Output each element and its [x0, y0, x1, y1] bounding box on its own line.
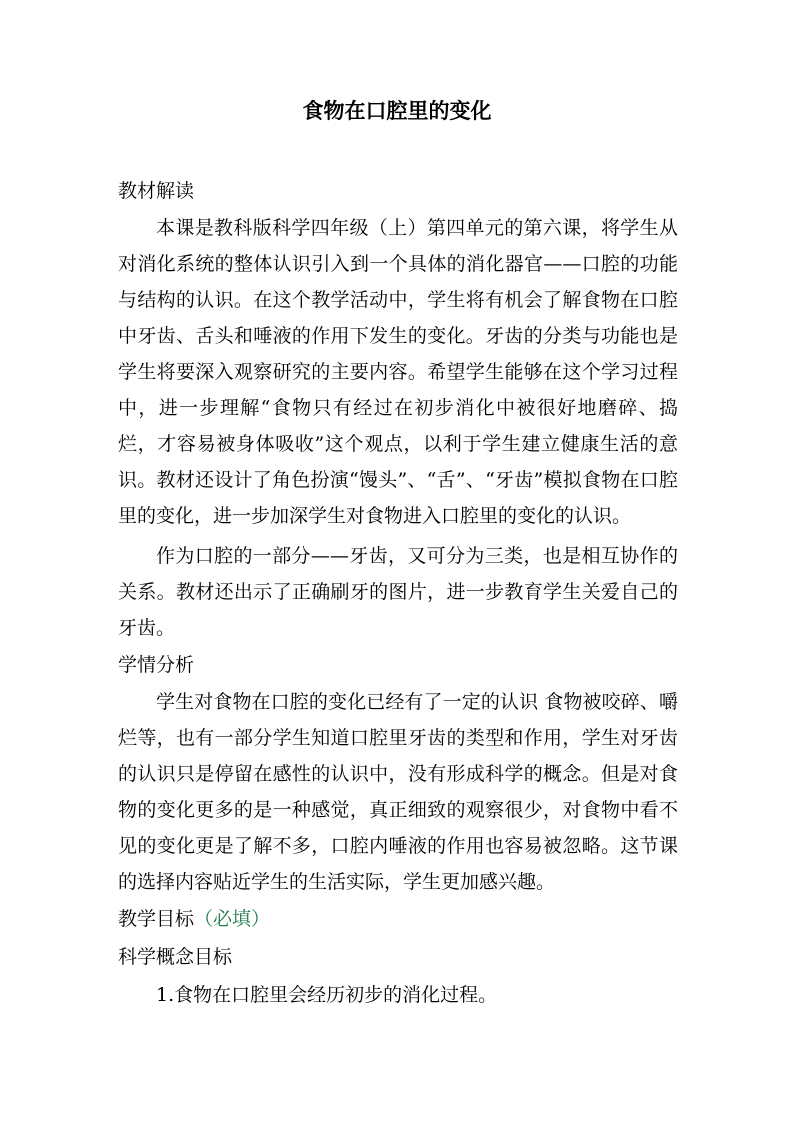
- goals-heading-text: 教学目标: [118, 908, 195, 930]
- goal-item-1: 1.食物在口腔里会经历初步的消化过程。: [156, 984, 498, 1006]
- page-title: 食物在口腔里的变化: [302, 98, 492, 123]
- section-heading-students: 学情分析: [118, 654, 195, 676]
- document-body: [118, 172, 678, 1014]
- paragraph-textbook-1: 本课是教科版科学四年级（上）第四单元的第六课，将学生从对消化系统的整体认识引入到一个具体的消化器官——口腔的功能与结构的认识。在这个教学活动中，学生将有机会了解食物在口腔中牙齿、舌头和唾液的作用下发生的变化。牙齿的分类与功能也是学生将要深入观察研究的主要内容。希望学生能够在这个学习过程中，进一步理解“食物只有经过在初步消化中被很好地磨碎、捣烂，才容易被身体吸收”这个观点，以利于学生建立健康生活的意识。教材还设计了角色扮演“馒头”、“舌”、“牙齿”模拟食物在口腔里的变化，进一步加深学生对食物进入口腔里的变化的认识。: [118, 217, 678, 527]
- section-heading-goals: [118, 900, 678, 938]
- paragraph-textbook-2: 作为口腔的一部分——牙齿，又可分为三类，也是相互协作的关系。教材还出示了正确刷牙的图片，进一步教育学生关爱自己的牙齿。: [118, 545, 678, 639]
- required-note: （必填）: [194, 908, 271, 930]
- paragraph-students-1: 学生对食物在口腔的变化已经有了一定的认识 食物被咬碎、嚼烂等，也有一部分学生知道口腔里牙齿的类型和作用，学生对牙齿的认识只是停留在感性的认识中，没有形成科学的概念。但是对食物的变化更多的是一种感觉，真正细致的观察很少，对食物中看不见的变化更是了解不多，口腔内唾液的作用也容易被忽略。这节课的选择内容贴近学生的生活实际，学生更加感兴趣。: [118, 691, 678, 893]
- sub-heading-science-concepts: 科学概念目标: [118, 946, 233, 968]
- section-heading-textbook: 教材解读: [118, 180, 195, 202]
